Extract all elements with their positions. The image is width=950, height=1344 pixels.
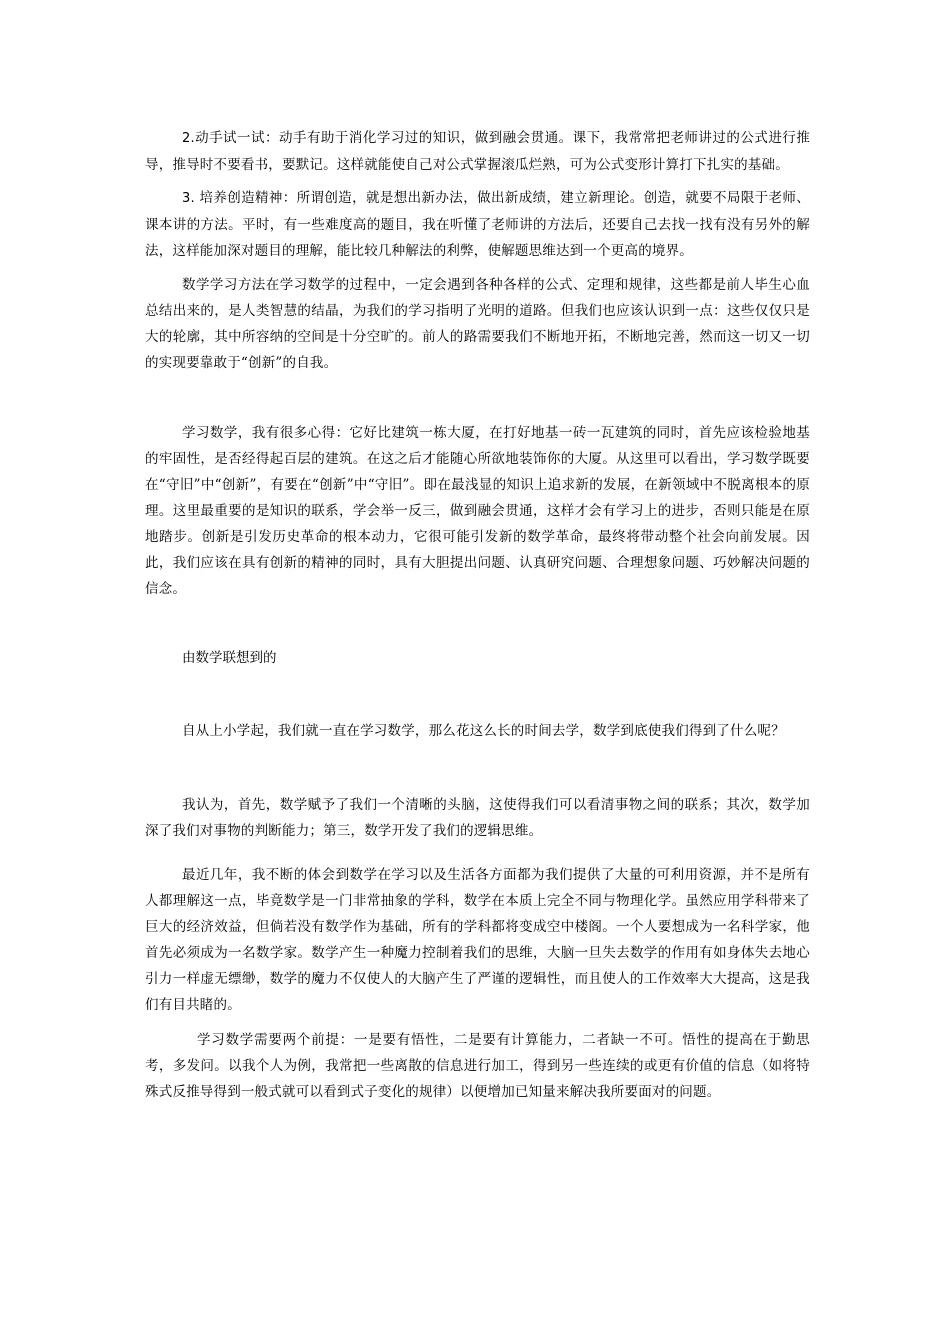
paragraph-number: 3. <box>182 191 195 206</box>
paragraph-opinion <box>145 792 810 844</box>
paragraph-text: 动手试一试：动手有助于消化学习过的知识，做到融会贯通。课下，我常常把老师讲过的公式进行推导，推导时不要看书，要默记。这样就能使自己对公式掌握滚瓜烂熟，可为公式变形计算打下扎实的基础。 <box>145 130 810 173</box>
paragraph-insights <box>145 420 810 602</box>
paragraph-text: 学习数学需要两个前提：一是要有悟性，二是要有计算能力，二者缺一不可。悟性的提高在于勤思考，多发问。以我个人为例，我常把一些离散的信息进行加工，得到另一些连续的或更有价值的信息（如将特殊式反推导得到一般式就可以看到式子变化的规律）以便增加已知量来解决我所要面对的问题。 <box>145 1032 810 1100</box>
paragraph-learning-method <box>145 272 810 376</box>
paragraph-question <box>145 718 810 744</box>
paragraph-number: 2. <box>182 131 195 146</box>
paragraph-text: 我认为，首先，数学赋予了我们一个清晰的头脑，这使得我们可以看清事物之间的联系；其次，数学加深了我们对事物的判断能力；第三，数学开发了我们的逻辑思维。 <box>145 797 810 839</box>
paragraph-text: 数学学习方法在学习数学的过程中，一定会遇到各种各样的公式、定理和规律，这些都是前人毕生心血总结出来的，是人类智慧的结晶，为我们的学习指明了光明的道路。但我们也应该认识到一点：这些仅仅只是大的轮廓，其中所容纳的空间是十分空旷的。前人的路需要我们不断地开拓，不断地完善，然而这一切又一切的实现要靠敢于“创新”的自我。 <box>145 277 810 371</box>
paragraph-text: 自从上小学起，我们就一直在学习数学，那么花这么长的时间去学，数学到底使我们得到了什么呢？ <box>182 723 785 739</box>
paragraph-text: 学习数学，我有很多心得：它好比建筑一栋大厦，在打好地基一砖一瓦建筑的同时，首先应该检验地基的牢固性，是否经得起百层的建筑。在这之后才能随心所欲地装饰你的大厦。从这里可以看出，学习数学既要在“守旧”中“创新”，有要在“创新”中“守旧”。即在最浅显的知识上追求新的发展，在新领域中不脱离根本的原理。这里最重要的是知识的联系，学会举一反三，做到融会贯通，这样才会有学习上的进步，否则只能是在原地踏步。创新是引发历史革命的根本动力，它很可能引发新的数学革命，最终将带动整个社会向前发展。因此，我们应该在具有创新的精神的同时，具有大胆提出问题、认真研究问题、合理想象问题、巧妙解决问题的信念。 <box>145 425 810 597</box>
paragraph-text: 最近几年，我不断的体会到数学在学习以及生活各方面都为我们提供了大量的可利用资源，并不是所有人都理解这一点，毕竟数学是一门非常抽象的学科，数学在本质上完全不同与物理化学。虽然应用学科带来了巨大的经济效益，但倘若没有数学作为基础，所有的学科都将变成空中楼阁。一个人要想成为一名科学家，他首先必须成为一名数学家。数学产生一种魔力控制着我们的思维，大脑一旦失去数学的作用有如身体失去地心引力一样虚无缥缈，数学的魔力不仅使人的大脑产生了严谨的逻辑性，而且使人的工作效率大大提高，这是我们有目共睹的。 <box>145 867 810 1013</box>
paragraph-prerequisites <box>145 1027 810 1105</box>
paragraph-recent-years <box>145 862 810 1018</box>
paragraph-creativity <box>145 185 810 264</box>
section-title: 由数学联想到的 <box>182 650 277 666</box>
paragraph-try-it <box>145 125 810 178</box>
paragraph-text: 培养创造精神：所谓创造，就是想出新办法，做出新成绩，建立新理论。创造，就要不局限于老师、课本讲的方法。平时，有一些难度高的题目，我在听懂了老师讲的方法后，还要自己去找一找有没有另外的解法，这样能加深对题目的理解，能比较几种解法的利弊，使解题思维达到一个更高的境界。 <box>145 190 810 259</box>
